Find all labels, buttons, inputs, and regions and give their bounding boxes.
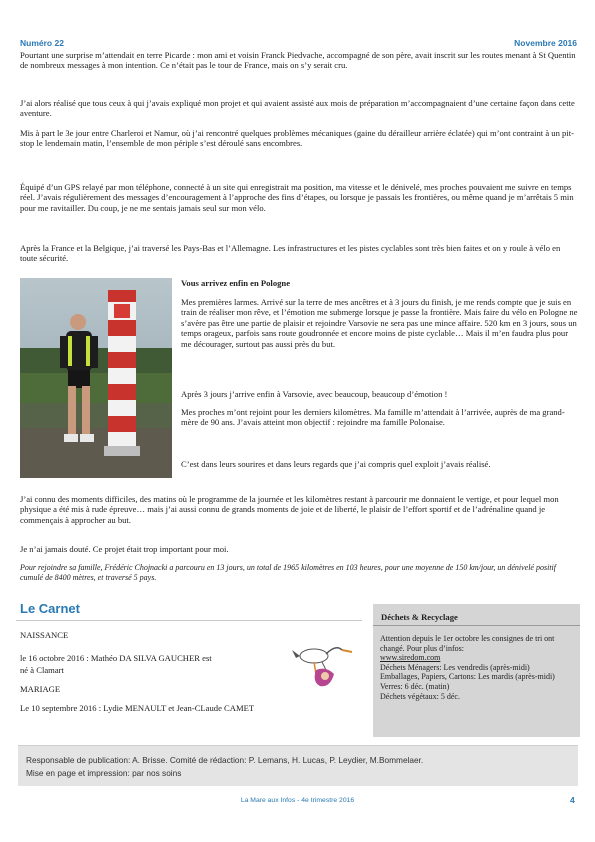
article-paragraph: Mis à part le 3e jour entre Charleroi et Namur, où j’ai rencontré quelques problèmes mécaniques (gaine du dérailleur arrière éclatée) qui m’ont contraint à un pit-stop le lendemain matin, l’ensemble de mon périple s’est déroulé sans encombres. [20,128,574,149]
stork-baby-icon [292,640,356,690]
dechets-verres: Verres: 6 déc. (matin) [380,681,450,691]
photo-illustration [20,278,172,478]
carnet-divider [16,620,362,621]
dechets-intro: Attention depuis le 1er octobre les consignes de tri ont changé. Pour plus d’infos: [380,634,555,653]
article-conclusion: Pour rejoindre sa famille, Frédéric Chojnacki a parcouru en 13 jours, un total de 1965 kilomètres en 103 heures, pour une moyenne de 150 km/jour, un dénivelé positif cumulé de 8400 mètres, et traversé 5 pays. [20,563,556,582]
article-paragraph: Mes proches m’ont rejoint pour les derniers kilomètres. Ma famille m’attendait à l’arrivée, auprès de ma grand-mère de 90 ans. J’avais atteint mon objectif : rejoindre ma famille Polonaise. [181,407,565,428]
article-paragraph: J’ai connu des moments difficiles, des matins où le programme de la journée et les kilomètres restant à parcourir me donnaient le vertige, et pour lequel mon physique a été mis à rude épreuve… mais j’ai aussi connu de grands moments de joie et de liberté, le plaisir de l’effort sportif et de l’adrénaline quand je commençais à approcher au but. [20,494,559,525]
mariage-text: Le 10 septembre 2016 : Lydie MENAULT et Jean-CLaude CAMET [20,703,255,713]
publication-footer: La Mare aux Infos - 4e trimestre 2016 [240,797,355,804]
issue-date: Novembre 2016 [514,38,577,48]
dechets-link[interactable]: www.siredom.com [380,653,441,663]
dechets-box [373,604,580,737]
article-paragraph: Équipé d’un GPS relayé par mon téléphone, connecté à un site qui enregistrait ma position, ma vitesse et le dénivelé, mes proches pouvaient me suivre en temps réel. J’avais régulièrement des messages d’encouragement à l’approche des fins d’étapes, ou lorsque je passais les frontières, ou même quand je m’arrêtais 5 min pour me ravitailler. Du coup, je ne me sentais jamais seul sur mon vélo. [20,182,574,213]
dechets-divider [373,625,580,626]
dechets-vegetaux: Déchets végétaux: 5 déc. [380,691,460,701]
article-paragraph: C’est dans leurs sourires et dans leurs regards que j’ai compris quel exploit j’avais réalisé. [181,459,491,469]
naissance-line: né à Clamart [20,665,64,675]
dechets-menagers: Déchets Ménagers: Les vendredis (après-midi) [380,662,530,672]
credits-box [18,745,578,786]
section-subheading: Vous arrivez enfin en Pologne [181,278,291,288]
credits-line: Mise en page et impression: par nos soins [26,768,182,778]
carnet-title: Le Carnet [20,601,80,616]
article-paragraph: Après 3 jours j’arrive enfin à Varsovie, avec beaucoup, beaucoup d’émotion ! [181,389,448,399]
article-paragraph: Pourtant une surprise m’attendait en terre Picarde : mon ami et voisin Franck Piedvache, accompagné de son père, avait inscrit sur les routes menant à St Quentin de nombreux messages à mon intention. Ce n’était pas le tour de France, mais on s’y serait cru. [20,50,576,71]
issue-number: Numéro 22 [20,38,64,48]
article-paragraph: J’ai alors réalisé que tous ceux à qui j’avais expliqué mon projet et qui avaient assisté aux mois de préparation m’accompagnaient d’une certaine façon dans cette aventure. [20,98,575,119]
article-paragraph: Après la France et la Belgique, j’ai traversé les Pays-Bas et l’Allemagne. Les infrastructures et les pistes cyclables sont très bien faites et on y roule à vélo en toute sécurité. [20,243,561,264]
cyclist-border-photo [20,278,172,478]
article-paragraph: Je n’ai jamais douté. Ce projet était trop important pour moi. [20,544,229,554]
credits-line: Responsable de publication: A. Brisse. Comité de rédaction: P. Lemans, H. Lucas, P. Leydier, M.Bommelaer. [26,755,424,765]
mariage-label: MARIAGE [20,684,61,694]
dechets-emballages: Emballages, Papiers, Cartons: Les mardis (après-midi) [380,672,555,682]
article-paragraph: Mes premières larmes. Arrivé sur la terre de mes ancêtres et à 3 jours du finish, je me rends compte que je suis en train de réaliser mon rêve, et l’émotion me submerge lorsque je passe la frontière. Mais faire du vélo en Pologne ne s’avère pas être une partie de plaisir et rejoindre Varsovie ne sera pas une mince affaire. 520 km en 3 jours, sous un temps orageux, parfois sans route goudronnée et encore moins de piste cyclable… Mais il m’en faudra plus pour me décourager, surtout pas aussi près du but. [181,297,578,349]
naissance-line: le 16 octobre 2016 : Mathéo DA SILVA GAUCHER est [20,653,212,663]
dechets-title: Déchets & Recyclage [381,612,458,622]
naissance-label: NAISSANCE [20,630,69,640]
dechets-body [380,634,576,701]
page-number: 4 [570,795,575,805]
